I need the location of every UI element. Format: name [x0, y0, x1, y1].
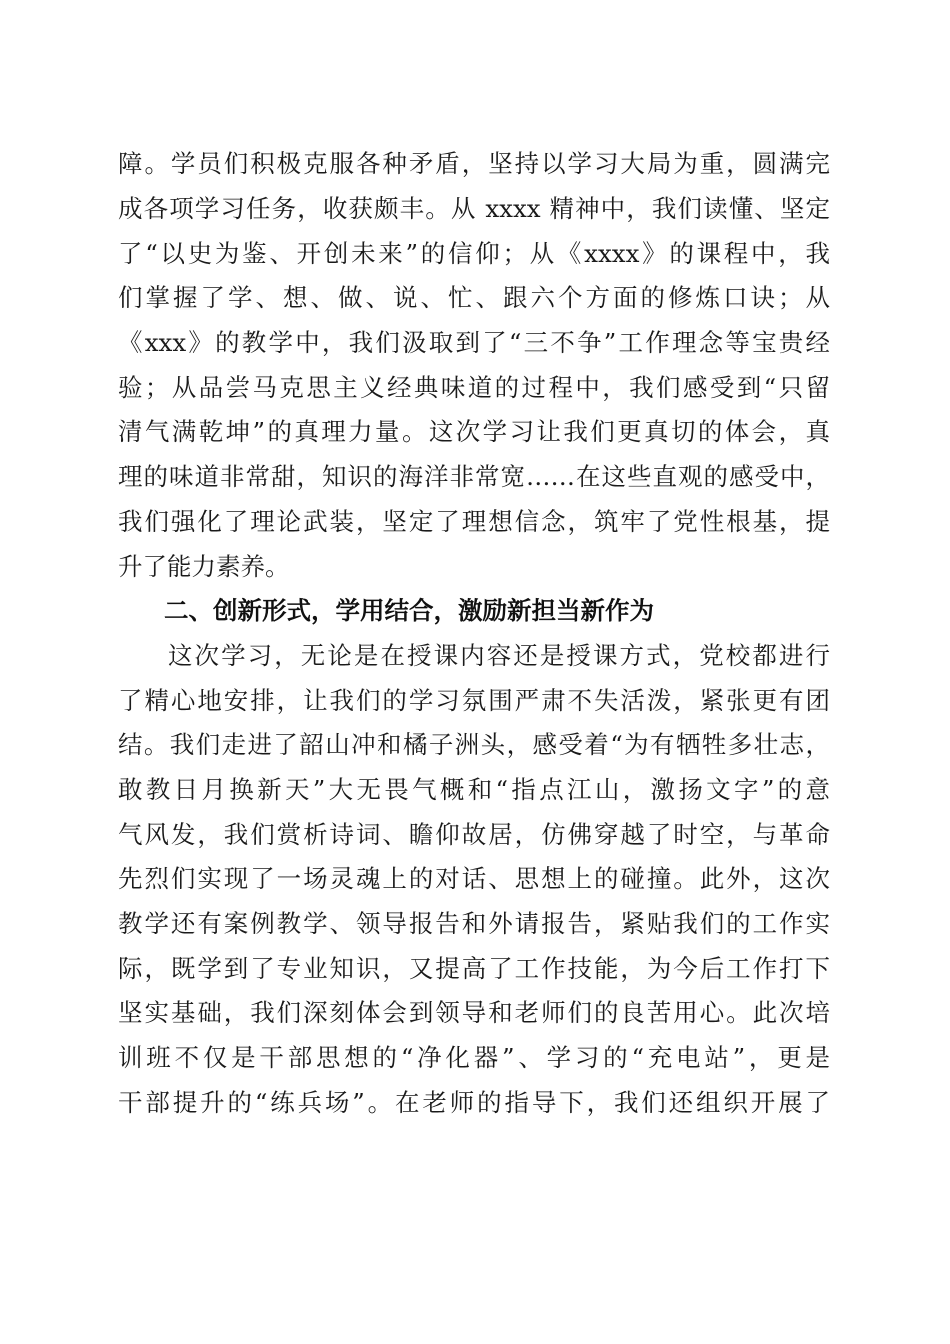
paragraph2-line: 教学还有案例教学、领导报告和外请报告，紧贴我们的工作实	[118, 909, 830, 938]
paragraph2-line: 坚实基础，我们深刻体会到领导和老师们的良苦用心。此次培	[118, 998, 830, 1027]
paragraph1-line: 成各项学习任务，收获颇丰。从 xxxx 精神中，我们读懂、坚定	[118, 194, 830, 223]
paragraph2-line: 结。我们走进了韶山冲和橘子洲头，感受着“为有牺牲多壮志，	[118, 730, 830, 759]
paragraph2-line: 这次学习，无论是在授课内容还是授课方式，党校都进行	[168, 641, 830, 670]
paragraph1-line: 我们强化了理论武装，坚定了理想信念，筑牢了党性根基，提	[118, 507, 830, 536]
paragraph1-line: 清气满乾坤”的真理力量。这次学习让我们更真切的体会，真	[118, 417, 830, 446]
paragraph2-line: 气风发，我们赏析诗词、瞻仰故居，仿佛穿越了时空，与革命	[118, 820, 830, 849]
paragraph2-line: 敢教日月换新天”大无畏气概和“指点江山，激扬文字”的意	[118, 775, 830, 804]
paragraph1-line: 障。学员们积极克服各种矛盾，坚持以学习大局为重，圆满完	[118, 149, 830, 178]
section-heading: 二、创新形式，学用结合，激励新担当新作为	[164, 596, 654, 625]
paragraph1-line: 了“以史为鉴、开创未来”的信仰；从《xxxx》的课程中，我	[118, 239, 830, 268]
paragraph1-line: 理的味道非常甜，知识的海洋非常宽……在这些直观的感受中，	[118, 462, 830, 491]
paragraph1-line: 《xxx》的教学中，我们汲取到了“三不争”工作理念等宝贵经	[118, 328, 830, 357]
paragraph1-line: 升了能力素养。	[118, 552, 290, 581]
paragraph2-line: 训班不仅是干部思想的“净化器”、学习的“充电站”，更是	[118, 1043, 830, 1072]
paragraph2-line: 干部提升的“练兵场”。在老师的指导下，我们还组织开展了	[118, 1088, 830, 1117]
paragraph2-line: 先烈们实现了一场灵魂上的对话、思想上的碰撞。此外，这次	[118, 864, 830, 893]
paragraph1-line: 们掌握了学、想、做、说、忙、跟六个方面的修炼口诀；从	[118, 283, 830, 312]
paragraph2-line: 际，既学到了专业知识，又提高了工作技能，为今后工作打下	[118, 954, 830, 983]
paragraph1-line: 验；从品尝马克思主义经典味道的过程中，我们感受到“只留	[118, 373, 830, 402]
paragraph2-line: 了精心地安排，让我们的学习氛围严肃不失活泼，紧张更有团	[118, 686, 830, 715]
